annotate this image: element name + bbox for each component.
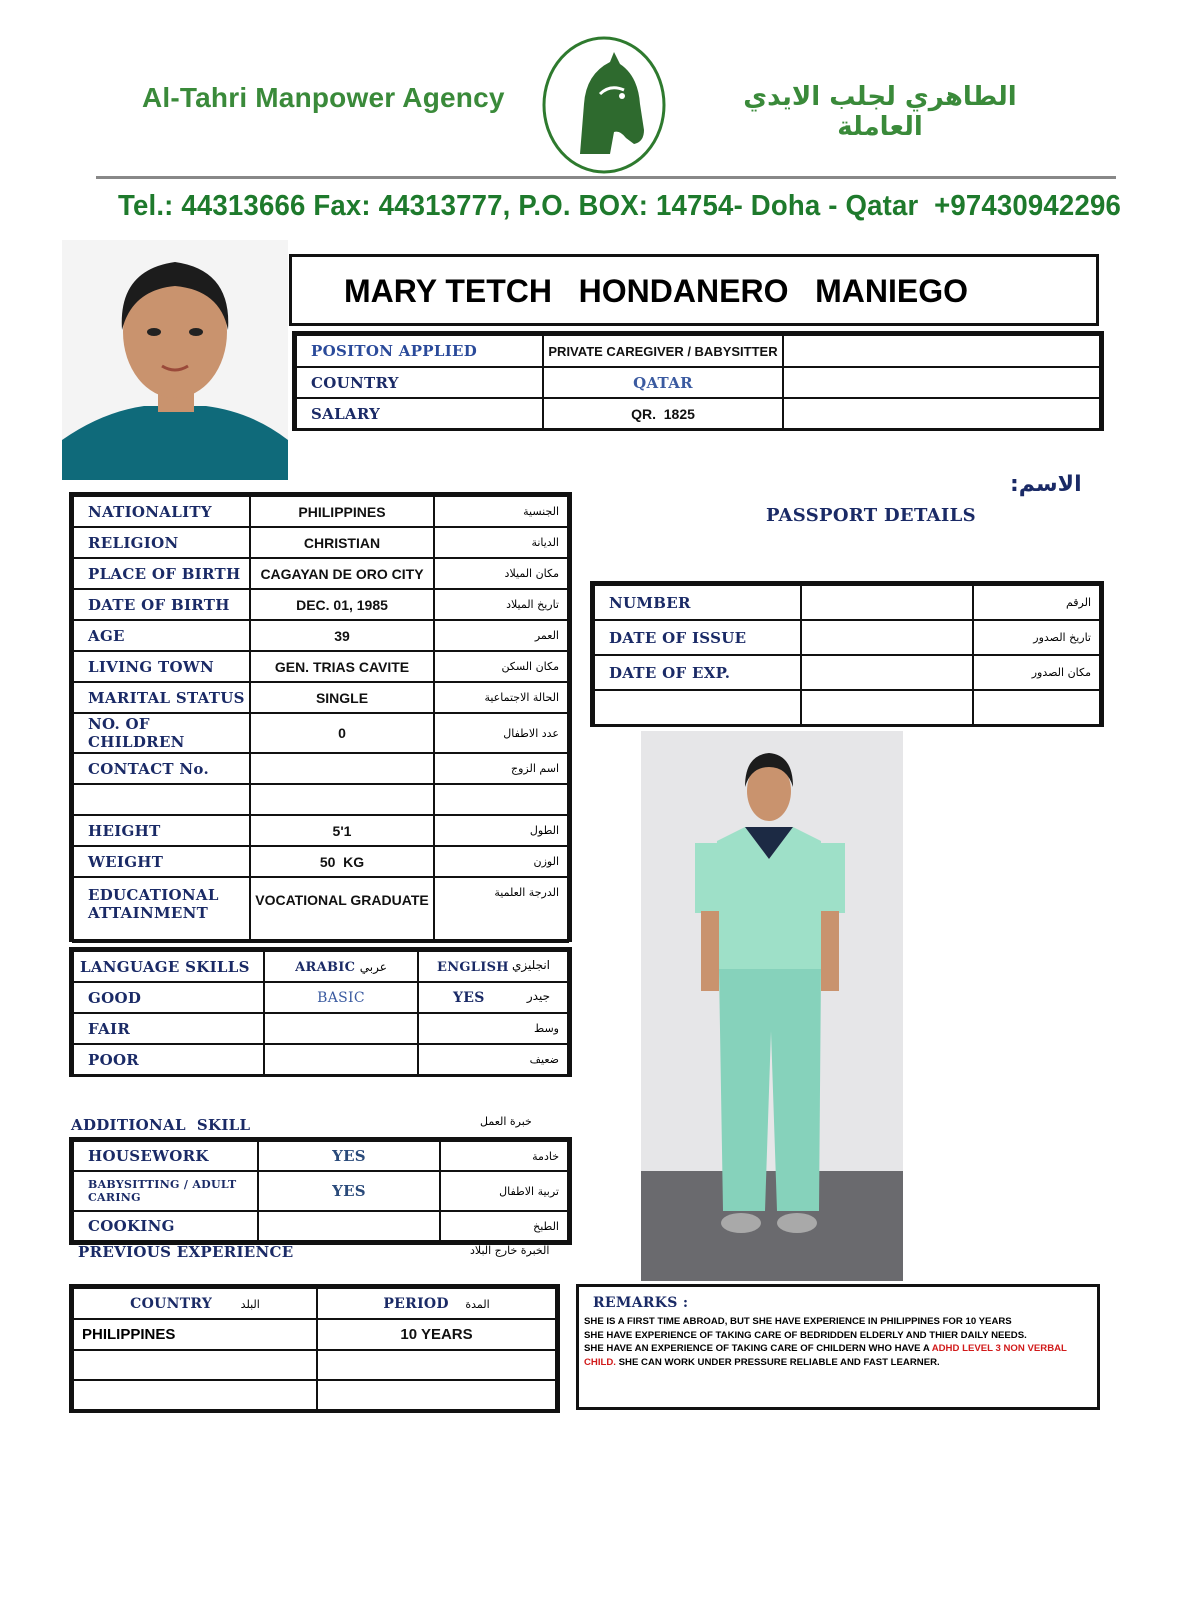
remarks-line: SHE IS A FIRST TIME ABROAD, BUT SHE HAVE EXPERIENCE IN PHILIPPINES FOR 10 YEARS [584, 1316, 1012, 1327]
fair-label: FAIR [73, 1013, 264, 1044]
personal-details-table [69, 492, 572, 942]
arabic-header [264, 951, 418, 982]
good-label-ar: جيدر [526, 988, 550, 1003]
height-label: HEIGHT [73, 815, 250, 846]
table-row [73, 1350, 556, 1380]
english-header [418, 951, 568, 982]
table-row [73, 1141, 568, 1171]
table-row [73, 846, 568, 877]
passport-title: PASSPORT DETAILS [766, 505, 976, 526]
good-label: GOOD [73, 982, 264, 1013]
horse-head-logo-icon [540, 34, 668, 176]
remarks-text-part: SHE HAVE AN EXPERIENCE OF TAKING CARE OF CHILDERN WHO HAVE A [584, 1343, 932, 1354]
table-row [73, 1171, 568, 1211]
date-of-exp-label: DATE OF EXP. [594, 655, 801, 690]
date-of-birth-value: DEC. 01, 1985 [250, 589, 434, 620]
date-of-issue-label-ar: تاريخ الصدور [973, 620, 1100, 655]
babysitting-value: YES [258, 1171, 440, 1211]
contact-label-ar: اسم الزوج [434, 753, 568, 784]
experience-table [69, 1284, 560, 1413]
country-header-ar: البلد [240, 1297, 260, 1311]
children-label-ar: عدد الاطفال [434, 713, 568, 753]
salary-value: QR. 1825 [543, 398, 783, 429]
additional-skill-table [69, 1137, 572, 1245]
agency-name-en: Al-Tahri Manpower Agency [142, 82, 505, 113]
children-value: 0 [250, 713, 434, 753]
candidate-name-box [289, 254, 1099, 326]
passport-blank-label [594, 690, 801, 725]
blank-value [250, 784, 434, 815]
babysitting-label-ar: تربية الاطفال [440, 1171, 568, 1211]
living-town-label-ar: مكان السكن [434, 651, 568, 682]
housework-label: HOUSEWORK [73, 1141, 258, 1171]
date-of-issue-label: DATE OF ISSUE [594, 620, 801, 655]
fair-arabic-value [264, 1013, 418, 1044]
table-row [73, 1044, 568, 1075]
table-row [73, 651, 568, 682]
experience-country-value [73, 1350, 317, 1380]
children-label: NO. OF CHILDREN [73, 713, 250, 753]
cooking-value [258, 1211, 440, 1241]
remarks-box [576, 1284, 1100, 1410]
babysitting-label: BABYSITTING / ADULT CARING [73, 1171, 258, 1211]
period-header [317, 1288, 556, 1319]
remarks-title: REMARKS : [593, 1295, 689, 1311]
table-row [73, 951, 568, 982]
passport-blank-ar [973, 690, 1100, 725]
religion-label: RELIGION [73, 527, 250, 558]
education-label: EDUCATIONAL ATTAINMENT [73, 877, 250, 942]
cooking-label: COOKING [73, 1211, 258, 1241]
country-label: COUNTRY [296, 367, 543, 398]
table-row [73, 1380, 556, 1410]
arabic-header-en: ARABIC [295, 959, 356, 975]
period-header-en: PERIOD [383, 1295, 449, 1312]
country-header-en: COUNTRY [130, 1295, 213, 1312]
poor-label: POOR [73, 1044, 264, 1075]
candidate-full-body-photo [641, 731, 903, 1281]
date-of-exp-label-ar: مكان الصدور [973, 655, 1100, 690]
marital-status-label-ar: الحالة الاجتماعية [434, 682, 568, 713]
passport-number-value [801, 585, 973, 620]
education-label-ar: الدرجة العلمية [434, 877, 568, 942]
experience-period-value [317, 1380, 556, 1410]
position-extra [783, 335, 1100, 367]
language-skills-label: LANGUAGE SKILLS [73, 951, 264, 982]
contact-label: CONTACT No. [73, 753, 250, 784]
blank-label-ar [434, 784, 568, 815]
name-label-ar: الاسم: [1010, 472, 1082, 497]
living-town-value: GEN. TRIAS CAVITE [250, 651, 434, 682]
position-value: PRIVATE CAREGIVER / BABYSITTER [543, 335, 783, 367]
fair-label-ar: وسط [418, 1013, 568, 1044]
table-row [73, 1288, 556, 1319]
passport-number-label-ar: الرقم [973, 585, 1100, 620]
remarks-text-part: SHE CAN WORK UNDER PRESSURE RELIABLE AND FAST LEARNER. [615, 1356, 940, 1368]
age-label: AGE [73, 620, 250, 651]
date-of-birth-label-ar: تاريخ الميلاد [434, 589, 568, 620]
table-row [73, 589, 568, 620]
additional-skill-title: ADDITIONAL SKILL [71, 1116, 251, 1134]
age-label-ar: العمر [434, 620, 568, 651]
agency-name-ar: الطاهري لجلب الايدي العاملة [743, 82, 1017, 142]
table-row [73, 527, 568, 558]
english-header-en: ENGLISH [437, 959, 509, 975]
letterhead [90, 30, 1120, 235]
table-row [73, 1319, 556, 1350]
poor-label-ar: ضعيف [418, 1044, 568, 1075]
marital-status-value: SINGLE [250, 682, 434, 713]
english-header-ar: انجليزي [511, 957, 550, 972]
passport-table [590, 581, 1104, 727]
experience-period-value: 10 YEARS [317, 1319, 556, 1350]
position-table [292, 331, 1104, 431]
table-row [73, 682, 568, 713]
date-of-exp-value [801, 655, 973, 690]
previous-experience-title: PREVIOUS EXPERIENCE [78, 1243, 294, 1261]
country-value: QATAR [543, 367, 783, 398]
remarks-text [584, 1315, 1094, 1369]
marital-status-label: MARITAL STATUS [73, 682, 250, 713]
table-row [73, 982, 568, 1013]
good-arabic-value: BASIC [264, 982, 418, 1013]
salary-label: SALARY [296, 398, 543, 429]
header-divider [96, 176, 1116, 179]
remarks-line: SHE HAVE EXPERIENCE OF TAKING CARE OF BEDRIDDEN ELDERLY AND THIER DAILY NEEDS. [584, 1329, 1027, 1341]
table-row [73, 496, 568, 527]
country-header [73, 1288, 317, 1319]
table-row [73, 784, 568, 815]
height-value: 5'1 [250, 815, 434, 846]
remarks-line [584, 1342, 1094, 1369]
previous-experience-title-ar: الخبرة خارج البلاد [470, 1244, 550, 1257]
language-skills-table [69, 947, 572, 1077]
country-extra [783, 367, 1100, 398]
cooking-label-ar: الطبخ [440, 1211, 568, 1241]
religion-label-ar: الديانة [434, 527, 568, 558]
candidate-name: MARY TETCH HONDANERO MANIEGO [344, 273, 969, 309]
good-english-cell [418, 982, 568, 1013]
place-of-birth-label-ar: مكان الميلاد [434, 558, 568, 589]
passport-number-label: NUMBER [594, 585, 801, 620]
table-row [73, 815, 568, 846]
date-of-birth-label: DATE OF BIRTH [73, 589, 250, 620]
nationality-label-ar: الجنسية [434, 496, 568, 527]
nationality-value: PHILIPPINES [250, 496, 434, 527]
place-of-birth-label: PLACE OF BIRTH [73, 558, 250, 589]
arabic-header-ar: عربي [359, 959, 387, 974]
passport-blank-value [801, 690, 973, 725]
experience-country-value: PHILIPPINES [73, 1319, 317, 1350]
weight-label: WEIGHT [73, 846, 250, 877]
poor-arabic-value [264, 1044, 418, 1075]
table-row [594, 690, 1100, 725]
age-value: 39 [250, 620, 434, 651]
table-row [73, 713, 568, 753]
table-row [594, 655, 1100, 690]
nationality-label: NATIONALITY [73, 496, 250, 527]
table-row [594, 585, 1100, 620]
weight-value: 50 KG [250, 846, 434, 877]
table-row [73, 558, 568, 589]
period-header-ar: المدة [465, 1297, 490, 1311]
remarks-highlight: ADHD LEVEL 3 NON VERBAL CHILD. [584, 1343, 1067, 1368]
table-row [594, 620, 1100, 655]
table-row [73, 620, 568, 651]
religion-value: CHRISTIAN [250, 527, 434, 558]
weight-label-ar: الوزن [434, 846, 568, 877]
place-of-birth-value: CAGAYAN DE ORO CITY [250, 558, 434, 589]
candidate-portrait-photo [62, 240, 288, 480]
good-english-value: YES [453, 989, 485, 1006]
height-label-ar: الطول [434, 815, 568, 846]
table-row [73, 1211, 568, 1241]
education-value: VOCATIONAL GRADUATE [250, 877, 434, 942]
experience-country-value [73, 1380, 317, 1410]
housework-label-ar: خادمة [440, 1141, 568, 1171]
table-row [73, 877, 568, 942]
blank-label [73, 784, 250, 815]
table-row [73, 1013, 568, 1044]
housework-value: YES [258, 1141, 440, 1171]
position-label: POSITON APPLIED [296, 335, 543, 367]
contact-line: Tel.: 44313666 Fax: 44313777, P.O. BOX: 14754- Doha - Qatar +97430942296 [118, 190, 1121, 222]
date-of-issue-value [801, 620, 973, 655]
contact-value [250, 753, 434, 784]
table-row [73, 753, 568, 784]
living-town-label: LIVING TOWN [73, 651, 250, 682]
salary-extra [783, 398, 1100, 429]
experience-period-value [317, 1350, 556, 1380]
additional-skill-title-ar: خبرة العمل [480, 1115, 532, 1128]
